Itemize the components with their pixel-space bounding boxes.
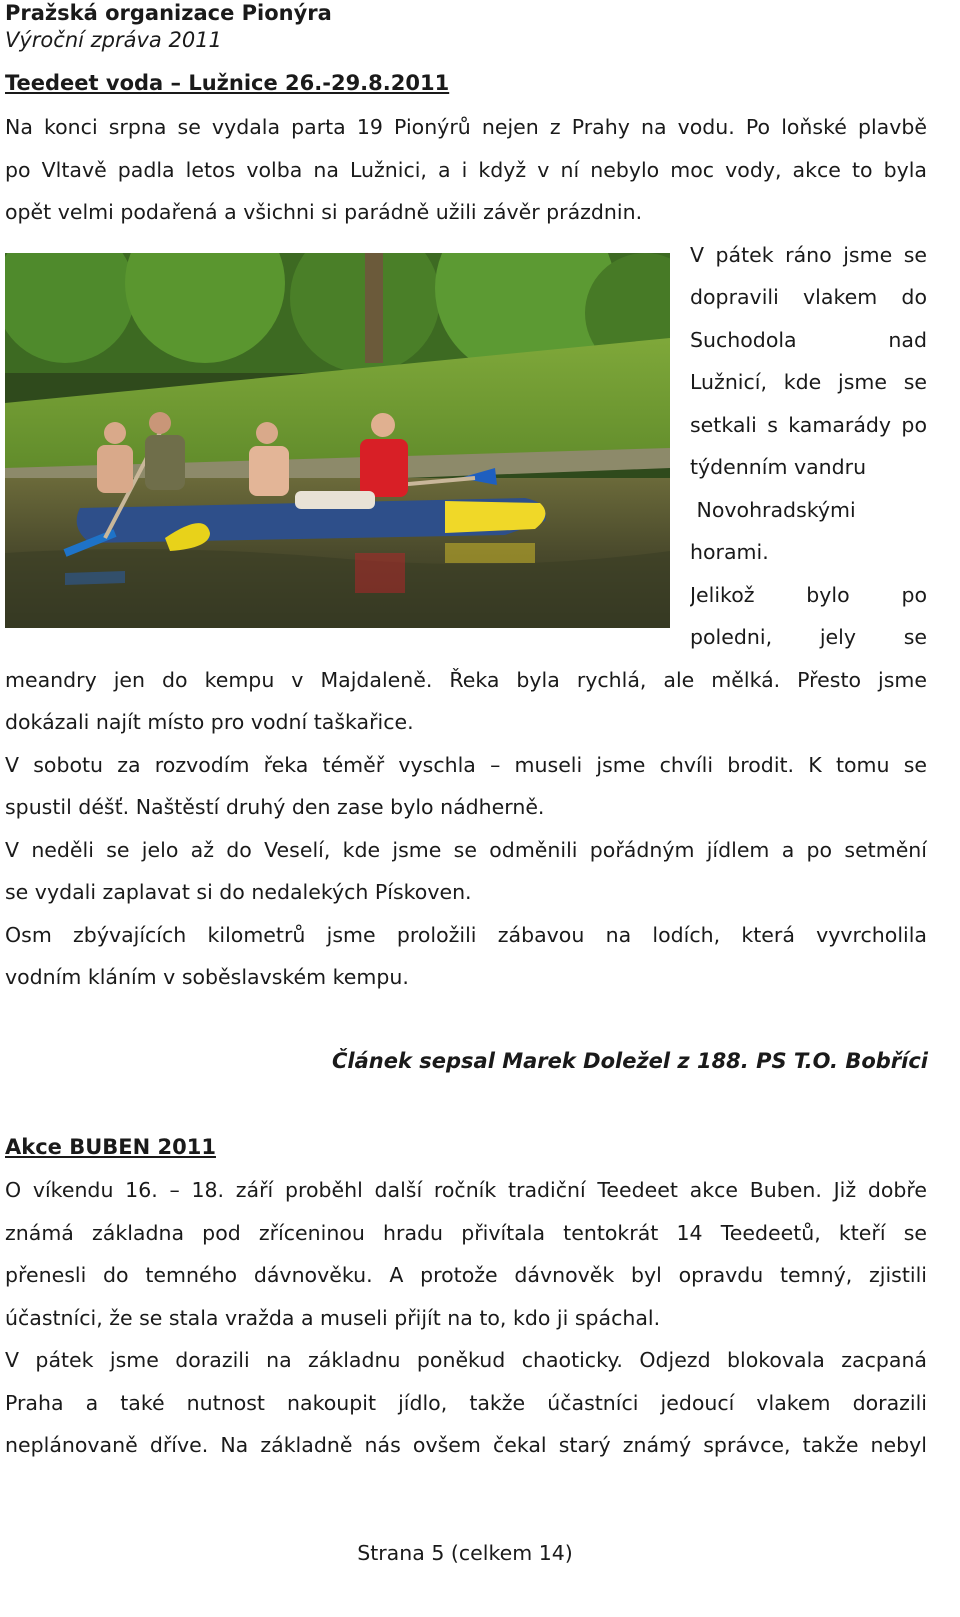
- side-line: setkali s kamarády po: [690, 413, 927, 437]
- article1-signature: Článek sepsal Marek Doležel z 188. PS T.O. Bobříci: [332, 1049, 928, 1073]
- body-line: spustil déšť. Naštěstí druhý den zase bylo nádherně.: [5, 795, 545, 819]
- side-line: Jelikož bylo po: [690, 583, 927, 607]
- intro-line: opět velmi podařená a všichni si parádně užili závěr prázdnin.: [5, 200, 643, 224]
- article2-line: přenesli do temného dávnověku. A protože dávnověk byl opravdu temný, zjistili: [5, 1263, 927, 1287]
- side-line: Novohradskými: [690, 498, 856, 522]
- body-line: dokázali najít místo pro vodní taškařice.: [5, 710, 414, 734]
- side-line: V pátek ráno jsme se: [690, 243, 927, 267]
- article2-line: neplánovaně dříve. Na základně nás ovšem čekal starý známý správce, takže nebyl: [5, 1433, 927, 1457]
- side-line: horami.: [690, 540, 769, 564]
- side-line: dopravili vlakem do: [690, 285, 927, 309]
- body-line: V sobotu za rozvodím řeka téměř vyschla – museli jsme chvíli brodit. K tomu se: [5, 753, 927, 777]
- intro-line: po Vltavě padla letos volba na Lužnici, a i když v ní nebylo moc vody, akce to byla: [5, 158, 927, 182]
- body-line: Osm zbývajících kilometrů jsme proložili zábavou na lodích, která vyvrcholila: [5, 923, 927, 947]
- page-number: Strana 5 (celkem 14): [357, 1541, 573, 1565]
- article2-title: Akce BUBEN 2011: [5, 1135, 216, 1159]
- body-line: V neděli se jelo až do Veselí, kde jsme se odměnili pořádným jídlem a po setmění: [5, 838, 927, 862]
- side-line: týdenním vandru: [690, 455, 867, 479]
- side-line: Lužnicí, kde jsme se: [690, 370, 927, 394]
- body-line: meandry jen do kempu v Majdaleně. Řeka byla rychlá, ale mělká. Přesto jsme: [5, 668, 927, 692]
- canoe-photo-illustration: [5, 253, 670, 628]
- body-line: se vydali zaplavat si do nedalekých Pískoven.: [5, 880, 472, 904]
- side-line: Suchodola nad: [690, 328, 927, 352]
- article1-title: Teedeet voda – Lužnice 26.-29.8.2011: [5, 71, 450, 95]
- intro-line: Na konci srpna se vydala parta 19 Pionýrů nejen z Prahy na vodu. Po loňské plavbě: [5, 115, 927, 139]
- article2-line: O víkendu 16. – 18. září proběhl další ročník tradiční Teedeet akce Buben. Již dobře: [5, 1178, 927, 1202]
- header-org: Pražská organizace Pionýra: [5, 1, 332, 25]
- article2-line: účastníci, že se stala vražda a museli přijít na to, kdo ji spáchal.: [5, 1306, 661, 1330]
- article2-line: Praha a také nutnost nakoupit jídlo, takže účastníci jedoucí vlakem dorazili: [5, 1391, 927, 1415]
- article2-line: známá základna pod zříceninou hradu přivítala tentokrát 14 Teedeetů, kteří se: [5, 1221, 927, 1245]
- side-line: poledni, jely se: [690, 625, 927, 649]
- article2-line: V pátek jsme dorazili na základnu poněkud chaoticky. Odjezd blokovala zacpaná: [5, 1348, 927, 1372]
- body-line: vodním kláním v soběslavském kempu.: [5, 965, 409, 989]
- header-report: Výroční zpráva 2011: [5, 28, 222, 52]
- canoe-photo: [5, 253, 670, 628]
